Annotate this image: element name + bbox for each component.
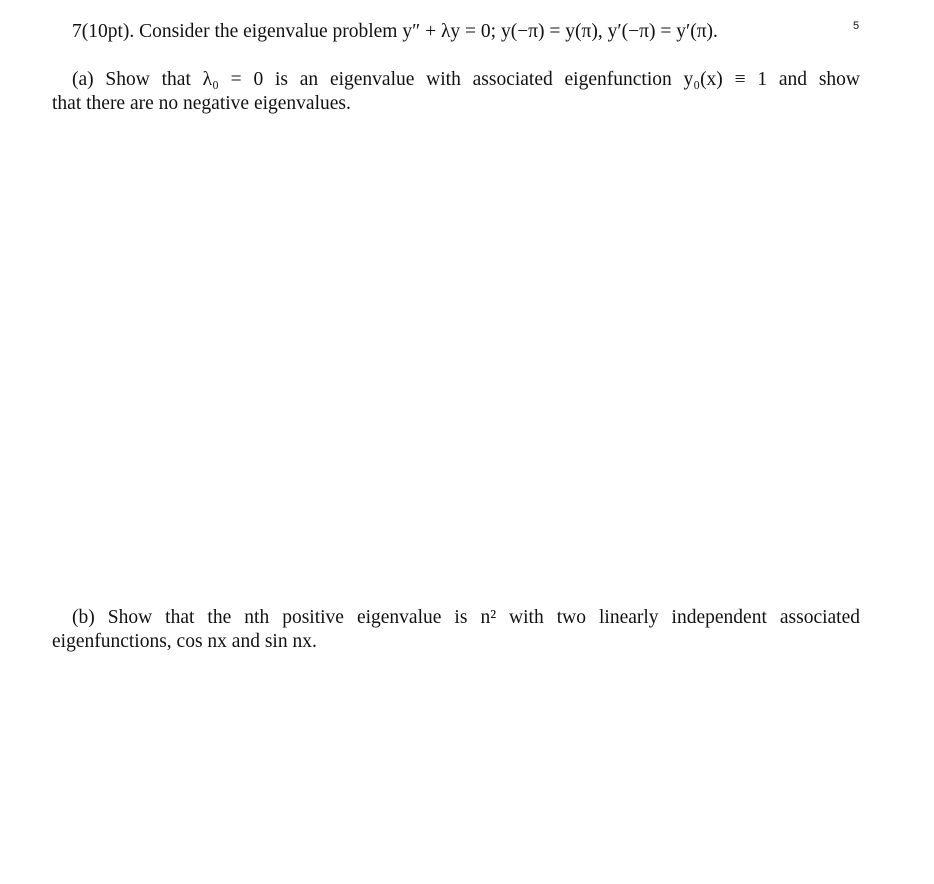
part-b-line-2: eigenfunctions, cos nx and sin nx. (52, 631, 317, 652)
part-b (52, 606, 860, 654)
page-number: 5 (853, 20, 860, 32)
part-a-line-1 (52, 68, 860, 92)
part-a-line-2: that there are no negative eigenvalues. (52, 93, 351, 114)
problem-header: 7(10pt). Consider the eigenvalue problem y″ + λy = 0; y(−π) = y(π), y′(−π) = y′(π). (72, 21, 718, 42)
part-b-line-1-text: (b) Show that the nth positive eigenvalue is n² with two linearly independent associated (72, 607, 860, 628)
part-a (52, 68, 860, 116)
part-a-line-1-text: (a) Show that λ₀ = 0 is an eigenvalue with associated eigenfunction y₀(x) ≡ 1 and show (72, 69, 860, 90)
part-b-line-1 (52, 606, 860, 630)
